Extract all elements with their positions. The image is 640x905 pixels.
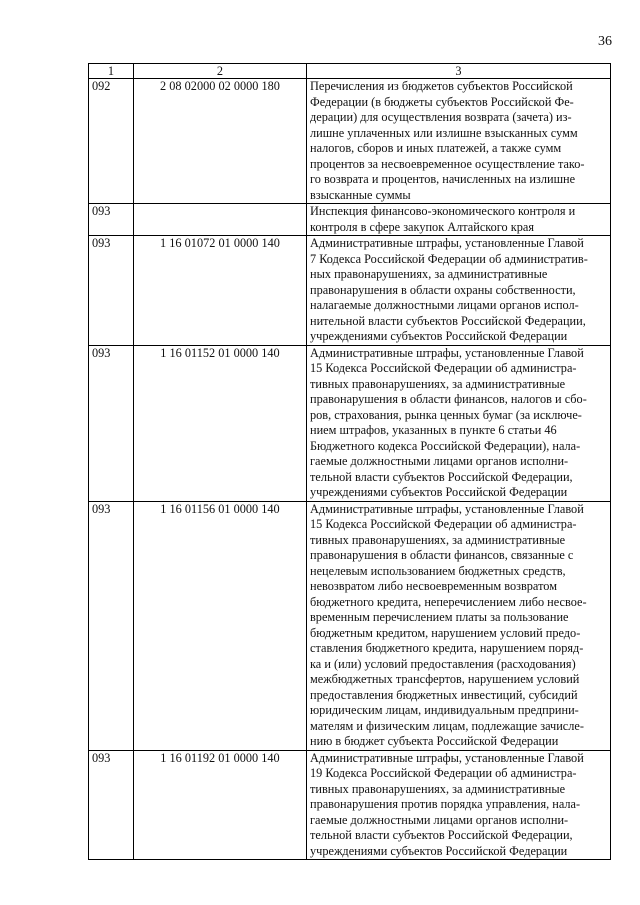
description-line: ных правонарушениях, за административные xyxy=(310,267,548,281)
table-row xyxy=(89,345,611,501)
description-line: взысканные суммы xyxy=(310,187,411,202)
description-line: го возврата и процентов, начисленных на излишне xyxy=(310,172,576,186)
table-row xyxy=(89,501,611,750)
budget-classification-code-cell: 1 16 01156 01 0000 140 xyxy=(134,501,307,750)
description-cell xyxy=(307,750,611,860)
description-line: Административные штрафы, установленные Главой xyxy=(310,345,584,360)
description-line: тельной власти субъектов Российской Федерации, xyxy=(310,828,573,842)
description-line: ров, страхования, рынка ценных бумаг (за исключе- xyxy=(310,407,582,422)
description-line: 7 Кодекса Российской Федерации об административ- xyxy=(310,251,588,266)
budget-classification-code-cell: 1 16 01192 01 0000 140 xyxy=(134,750,307,860)
admin-code-cell: 093 xyxy=(89,501,134,750)
description-line: предоставления бюджетных инвестиций, субсидий xyxy=(310,687,578,702)
description-line: тивных правонарушениях, за административные xyxy=(310,376,566,391)
description-line: нием штрафов, указанных в пункте 6 статьи 46 xyxy=(310,423,557,437)
description-line: нецелевым использованием бюджетных средств, xyxy=(310,563,566,578)
description-line: тивных правонарушениях, за административные xyxy=(310,532,566,547)
description-line: 19 Кодекса Российской Федерации об администра- xyxy=(310,766,577,780)
revenue-codes-table xyxy=(88,63,611,860)
table-row xyxy=(89,236,611,346)
description-line: юридическим лицам, индивидуальным предприни- xyxy=(310,703,579,717)
table-row xyxy=(89,79,611,204)
description-line: налогов, сборов и иных платежей, а также сумм xyxy=(310,141,562,155)
description-line: ка и (или) условий предоставления (расходования) xyxy=(310,656,576,671)
description-cell xyxy=(307,501,611,750)
admin-code-cell: 092 xyxy=(89,79,134,204)
table-body xyxy=(89,79,611,860)
page-number: 36 xyxy=(598,34,612,49)
description-line: тивных правонарушениях, за административные xyxy=(310,781,566,796)
description-line: правонарушения против порядка управления, нала- xyxy=(310,797,581,811)
description-line: 15 Кодекса Российской Федерации об администра- xyxy=(310,517,577,531)
description-line: бюджетным кредитом, нарушением условий предо- xyxy=(310,625,581,640)
description-cell xyxy=(307,204,611,236)
description-line: учреждениями субъектов Российской Федерации xyxy=(310,329,568,343)
description-line: Федерации (в бюджеты субъектов Российской Фе- xyxy=(310,94,574,109)
description-line: правонарушения в области финансов, связанные с xyxy=(310,548,574,562)
column-header-3: 3 xyxy=(307,64,611,79)
admin-code-cell: 093 xyxy=(89,236,134,346)
description-line: тельной власти субъектов Российской Федерации, xyxy=(310,469,573,484)
description-line: учреждениями субъектов Российской Федерации xyxy=(310,485,568,499)
budget-classification-code-cell: 1 16 01152 01 0000 140 xyxy=(134,345,307,501)
description-line: процентов за несвоевременное осуществление тако- xyxy=(310,156,585,171)
description-cell xyxy=(307,345,611,501)
description-line: ставления бюджетного кредита, нарушением поряд- xyxy=(310,641,584,655)
description-line: правонарушения в области охраны собственности, xyxy=(310,282,576,297)
description-line: дерации) для осуществления возврата (зачета) из- xyxy=(310,110,572,124)
description-line: временным перечислением платы за пользование xyxy=(310,610,569,624)
description-line: бюджетного кредита, неперечислением либо несвое- xyxy=(310,594,587,609)
description-line: Административные штрафы, установленные Главой xyxy=(310,750,584,765)
description-cell xyxy=(307,236,611,346)
description-line: мателям и физическим лицам, подлежащие зачисле- xyxy=(310,718,584,733)
description-line: 15 Кодекса Российской Федерации об администра- xyxy=(310,361,577,375)
description-line: гаемые должностными лицами органов исполни- xyxy=(310,812,569,827)
description-line: учреждениями субъектов Российской Федерации xyxy=(310,843,568,858)
description-line: Административные штрафы, установленные Главой xyxy=(310,501,584,516)
description-line: Бюджетного кодекса Российской Федерации), нала- xyxy=(310,438,581,453)
description-line: нию в бюджет субъекта Российской Федерации xyxy=(310,734,559,748)
table-header-row xyxy=(89,64,611,79)
admin-code-cell: 093 xyxy=(89,345,134,501)
table-row xyxy=(89,204,611,236)
description-line: лишне уплаченных или излишне взысканных сумм xyxy=(310,125,578,140)
description-line: Перечисления из бюджетов субъектов Российской xyxy=(310,79,573,93)
description-line: контроля в сфере закупок Алтайского края xyxy=(310,219,534,234)
description-line: невозвратом либо несвоевременным возвратом xyxy=(310,579,557,593)
description-line: нительной власти субъектов Российской Федерации, xyxy=(310,313,586,328)
table-row xyxy=(89,750,611,860)
column-header-2: 2 xyxy=(134,64,307,79)
description-line: налагаемые должностными лицами органов испол- xyxy=(310,298,579,312)
admin-code-cell: 093 xyxy=(89,750,134,860)
description-line: Административные штрафы, установленные Главой xyxy=(310,236,584,250)
budget-classification-code-cell: 1 16 01072 01 0000 140 xyxy=(134,236,307,346)
column-header-1: 1 xyxy=(89,64,134,79)
description-line: Инспекция финансово-экономического контроля и xyxy=(310,204,576,218)
description-line: гаемые должностными лицами органов исполни- xyxy=(310,454,569,468)
description-line: правонарушения в области финансов, налогов и сбо- xyxy=(310,392,587,406)
description-line: межбюджетных трансфертов, нарушением условий xyxy=(310,672,580,686)
description-cell xyxy=(307,79,611,204)
admin-code-cell: 093 xyxy=(89,204,134,236)
budget-classification-code-cell: 2 08 02000 02 0000 180 xyxy=(134,79,307,204)
budget-classification-code-cell xyxy=(134,204,307,236)
